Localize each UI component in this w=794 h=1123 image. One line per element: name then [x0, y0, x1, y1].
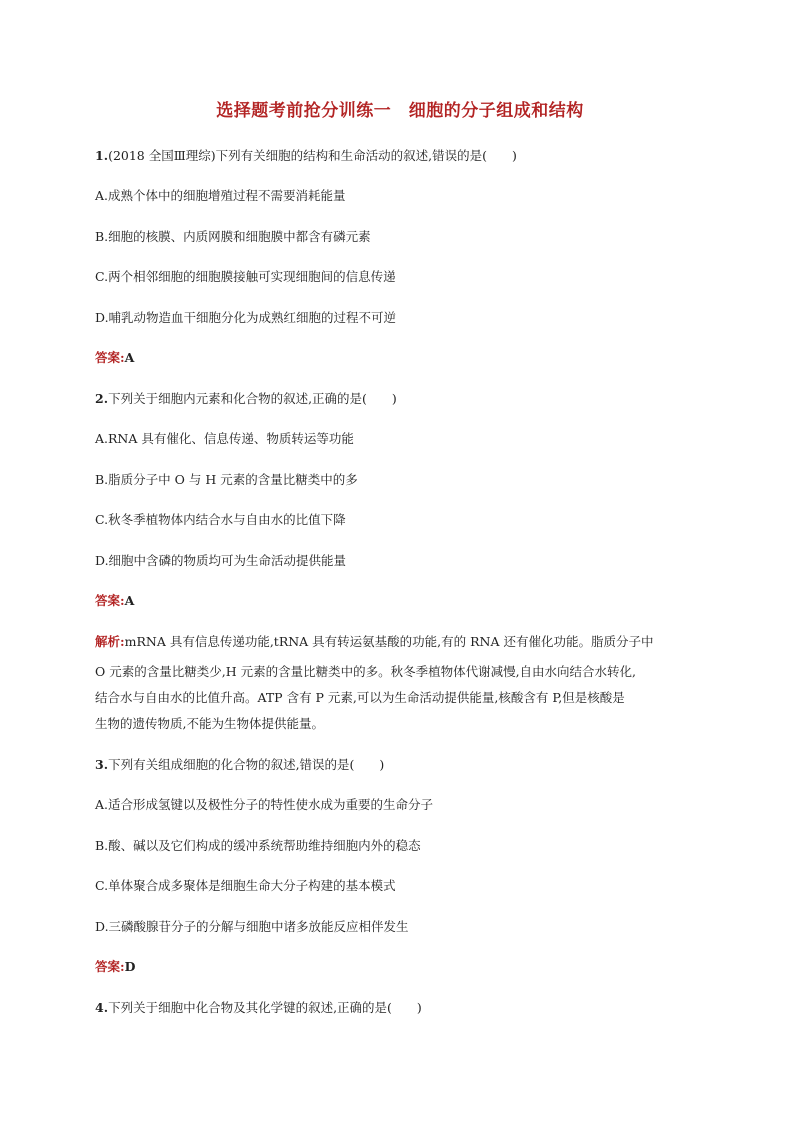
question-4-text: 下列关于细胞中化合物及其化学键的叙述,正确的是( ) [108, 1000, 422, 1015]
question-4-number: 4. [95, 1000, 109, 1015]
question-3-option-a: A.适合形成氢键以及极性分子的特性使水成为重要的生命分子 [95, 797, 434, 812]
explanation-text: mRNA 具有信息传递功能,tRNA 具有转运氨基酸的功能,有的 RNA 还有催化功能。脂质分子中 [124, 634, 654, 649]
answer-label: 答案: [95, 959, 125, 974]
question-2-explanation-line: O 元素的含量比糖类少,H 元素的含量比糖类中的多。秋冬季植物体代谢减慢,自由水向结合水转化, [95, 664, 637, 679]
answer-value: A [124, 593, 135, 608]
question-3-answer [95, 959, 135, 975]
question-3-text: 下列有关组成细胞的化合物的叙述,错误的是( ) [108, 757, 385, 772]
question-1-text: (2018 全国Ⅲ理综)下列有关细胞的结构和生命活动的叙述,错误的是( ) [108, 148, 517, 163]
question-2-stem [95, 391, 397, 407]
question-2-option-a: A.RNA 具有催化、信息传递、物质转运等功能 [95, 431, 354, 446]
question-2-number: 2. [95, 391, 109, 406]
question-2-explanation-line: 生物的遗传物质,不能为生物体提供能量。 [95, 716, 324, 731]
answer-value: A [124, 350, 135, 365]
question-1-option-d: D.哺乳动物造血干细胞分化为成熟红细胞的过程不可逆 [95, 310, 397, 325]
question-1-option-c: C.两个相邻细胞的细胞膜接触可实现细胞间的信息传递 [95, 269, 396, 284]
question-3-option-c: C.单体聚合成多聚体是细胞生命大分子构建的基本模式 [95, 878, 396, 893]
question-3-stem [95, 757, 384, 773]
question-1-answer [95, 350, 134, 366]
question-4-stem [95, 1000, 422, 1016]
question-2-option-d: D.细胞中含磷的物质均可为生命活动提供能量 [95, 553, 347, 568]
question-3-number: 3. [95, 757, 109, 772]
answer-label: 答案: [95, 593, 125, 608]
answer-label: 答案: [95, 350, 125, 365]
question-3-option-b: B.酸、碱以及它们构成的缓冲系统帮助维持细胞内外的稳态 [95, 838, 421, 853]
answer-value: D [124, 959, 136, 974]
question-1-option-b: B.细胞的核膜、内质网膜和细胞膜中都含有磷元素 [95, 229, 371, 244]
question-2-explanation-line: 结合水与自由水的比值升高。ATP 含有 P 元素,可以为生命活动提供能量,核酸含有 P,但是核酸是 [95, 690, 625, 705]
question-2-explanation-line [95, 634, 653, 650]
question-2-answer [95, 593, 134, 609]
question-1-number: 1. [95, 148, 109, 163]
question-2-option-b: B.脂质分子中 O 与 H 元素的含量比糖类中的多 [95, 472, 358, 487]
question-2-option-c: C.秋冬季植物体内结合水与自由水的比值下降 [95, 512, 346, 527]
question-1-option-a: A.成熟个体中的细胞增殖过程不需要消耗能量 [95, 188, 346, 203]
question-3-option-d: D.三磷酸腺苷分子的分解与细胞中诸多放能反应相伴发生 [95, 919, 409, 934]
question-2-text: 下列关于细胞内元素和化合物的叙述,正确的是( ) [108, 391, 397, 406]
page-title: 选择题考前抢分训练一 细胞的分子组成和结构 [216, 101, 584, 121]
question-1-stem [95, 148, 517, 164]
explanation-label: 解析: [95, 634, 125, 649]
